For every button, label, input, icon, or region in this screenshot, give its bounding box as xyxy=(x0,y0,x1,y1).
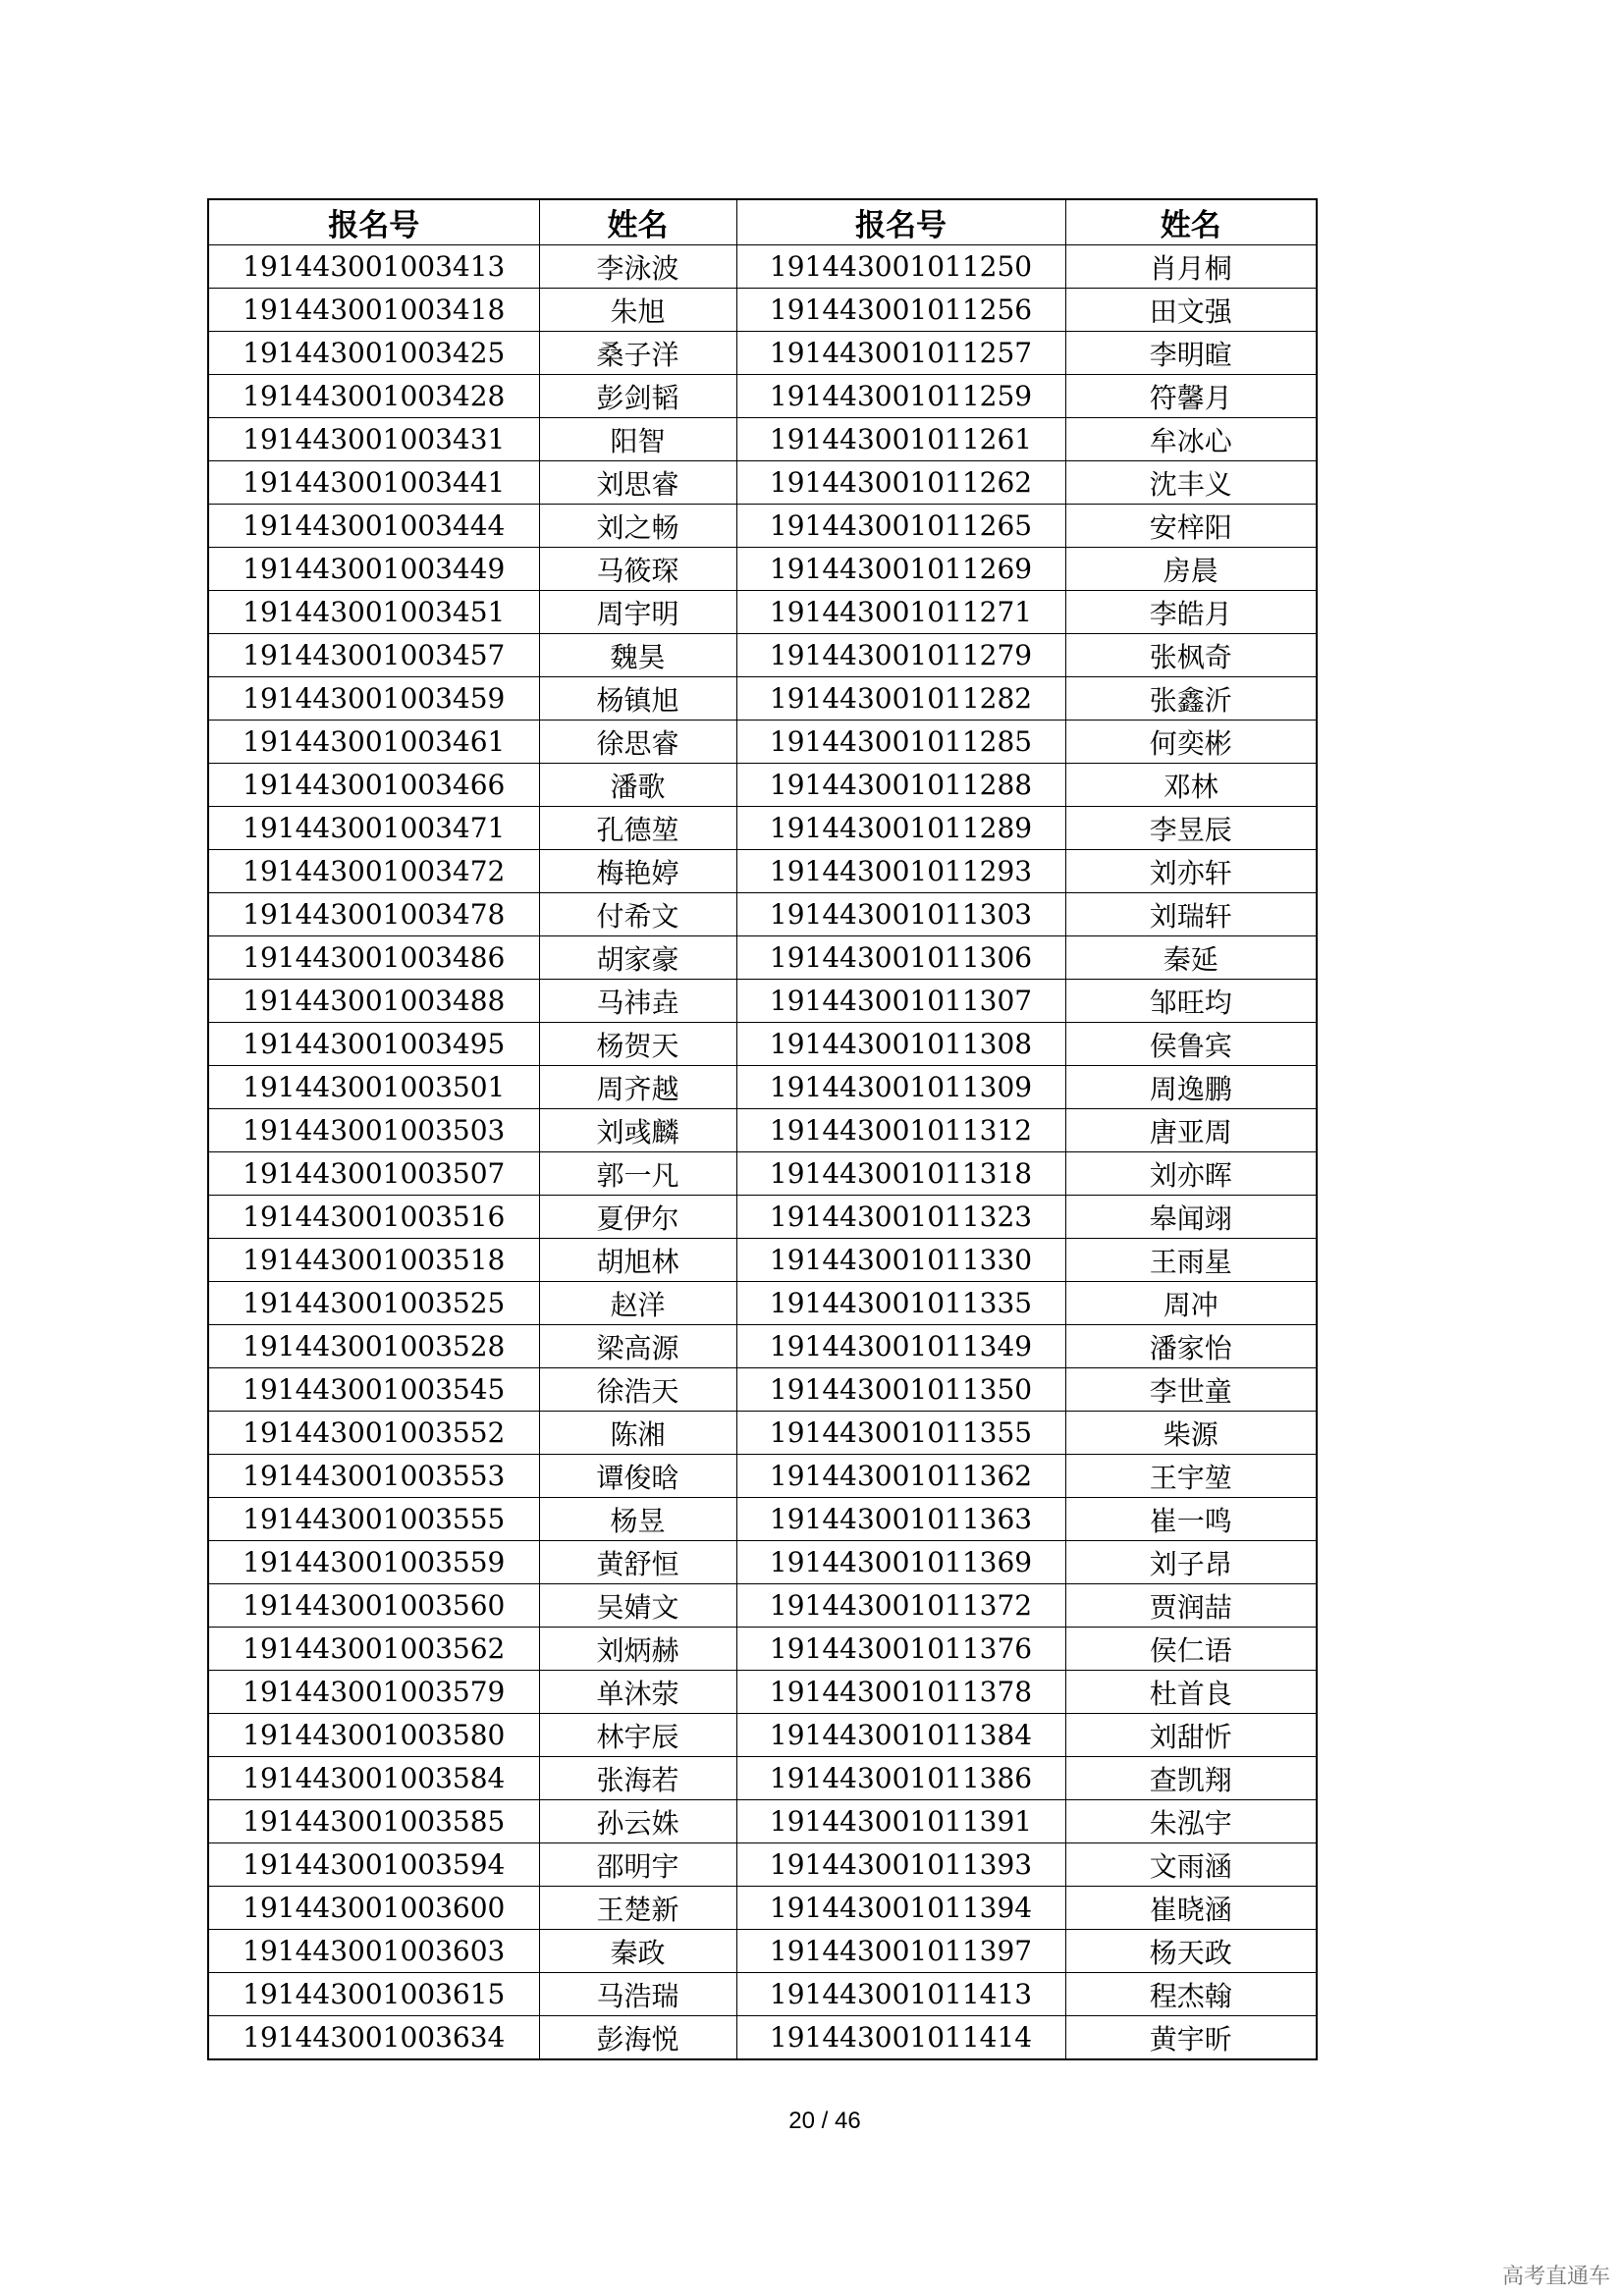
name-cell: 孙云姝 xyxy=(539,1800,736,1843)
registration-number-cell: 191443001003471 xyxy=(208,807,539,850)
table-row xyxy=(208,634,1317,677)
name-cell: 马浩瑞 xyxy=(539,1973,736,2016)
name-cell: 徐浩天 xyxy=(539,1368,736,1412)
applicant-table xyxy=(207,198,1318,2060)
name-cell: 黄宇昕 xyxy=(1065,2016,1317,2060)
registration-number-cell: 191443001003615 xyxy=(208,1973,539,2016)
registration-number-cell: 191443001011393 xyxy=(736,1843,1065,1887)
table-row xyxy=(208,893,1317,936)
registration-number-cell: 191443001011335 xyxy=(736,1282,1065,1325)
registration-number-cell: 191443001011397 xyxy=(736,1930,1065,1973)
name-cell: 梅艳婷 xyxy=(539,850,736,893)
name-cell: 桑子洋 xyxy=(539,332,736,375)
table-row xyxy=(208,807,1317,850)
table-row xyxy=(208,1714,1317,1757)
registration-number-cell: 191443001003478 xyxy=(208,893,539,936)
name-cell: 彭海悦 xyxy=(539,2016,736,2060)
registration-number-cell: 191443001011349 xyxy=(736,1325,1065,1368)
name-cell: 马筱琛 xyxy=(539,548,736,591)
name-cell: 刘思睿 xyxy=(539,461,736,505)
registration-number-cell: 191443001003472 xyxy=(208,850,539,893)
table-row xyxy=(208,1109,1317,1152)
registration-number-cell: 191443001003501 xyxy=(208,1066,539,1109)
table-row xyxy=(208,1412,1317,1455)
registration-number-cell: 191443001003441 xyxy=(208,461,539,505)
name-cell: 刘炳赫 xyxy=(539,1628,736,1671)
name-cell: 杜首良 xyxy=(1065,1671,1317,1714)
name-cell: 安梓阳 xyxy=(1065,505,1317,548)
registration-number-cell: 191443001003507 xyxy=(208,1152,539,1196)
name-cell: 王楚新 xyxy=(539,1887,736,1930)
header-name-2: 姓名 xyxy=(1065,199,1317,245)
table-row xyxy=(208,1584,1317,1628)
table-row xyxy=(208,375,1317,418)
table-row xyxy=(208,1930,1317,1973)
name-cell: 胡家豪 xyxy=(539,936,736,980)
name-cell: 黄舒恒 xyxy=(539,1541,736,1584)
name-cell: 梁高源 xyxy=(539,1325,736,1368)
name-cell: 崔晓涵 xyxy=(1065,1887,1317,1930)
table-row xyxy=(208,1455,1317,1498)
registration-number-cell: 191443001003451 xyxy=(208,591,539,634)
table-row xyxy=(208,980,1317,1023)
name-cell: 杨镇旭 xyxy=(539,677,736,721)
registration-number-cell: 191443001003585 xyxy=(208,1800,539,1843)
registration-number-cell: 191443001003428 xyxy=(208,375,539,418)
registration-number-cell: 191443001011282 xyxy=(736,677,1065,721)
registration-number-cell: 191443001011257 xyxy=(736,332,1065,375)
table-row xyxy=(208,591,1317,634)
registration-number-cell: 191443001011309 xyxy=(736,1066,1065,1109)
table-row xyxy=(208,1368,1317,1412)
header-registration-number-2: 报名号 xyxy=(736,199,1065,245)
registration-number-cell: 191443001011350 xyxy=(736,1368,1065,1412)
name-cell: 周宇明 xyxy=(539,591,736,634)
table-row xyxy=(208,505,1317,548)
name-cell: 周齐越 xyxy=(539,1066,736,1109)
table-row xyxy=(208,764,1317,807)
registration-number-cell: 191443001011303 xyxy=(736,893,1065,936)
name-cell: 朱旭 xyxy=(539,289,736,332)
registration-number-cell: 191443001003553 xyxy=(208,1455,539,1498)
table-row xyxy=(208,1671,1317,1714)
table-row xyxy=(208,1282,1317,1325)
name-cell: 崔一鸣 xyxy=(1065,1498,1317,1541)
name-cell: 陈湘 xyxy=(539,1412,736,1455)
name-cell: 阳智 xyxy=(539,418,736,461)
registration-number-cell: 191443001011279 xyxy=(736,634,1065,677)
table-row xyxy=(208,1541,1317,1584)
registration-number-cell: 191443001003562 xyxy=(208,1628,539,1671)
registration-number-cell: 191443001011289 xyxy=(736,807,1065,850)
name-cell: 周逸鹏 xyxy=(1065,1066,1317,1109)
table-row xyxy=(208,1196,1317,1239)
name-cell: 符馨月 xyxy=(1065,375,1317,418)
registration-number-cell: 191443001011259 xyxy=(736,375,1065,418)
registration-number-cell: 191443001003559 xyxy=(208,1541,539,1584)
name-cell: 李泳波 xyxy=(539,245,736,289)
name-cell: 秦延 xyxy=(1065,936,1317,980)
name-cell: 李明暄 xyxy=(1065,332,1317,375)
registration-number-cell: 191443001003600 xyxy=(208,1887,539,1930)
table-row xyxy=(208,1498,1317,1541)
name-cell: 刘子昂 xyxy=(1065,1541,1317,1584)
name-cell: 马祎垚 xyxy=(539,980,736,1023)
registration-number-cell: 191443001003425 xyxy=(208,332,539,375)
name-cell: 张海若 xyxy=(539,1757,736,1800)
registration-number-cell: 191443001011293 xyxy=(736,850,1065,893)
table-row xyxy=(208,1887,1317,1930)
table-row xyxy=(208,548,1317,591)
table-row xyxy=(208,289,1317,332)
header-registration-number-1: 报名号 xyxy=(208,199,539,245)
name-cell: 皋闻翊 xyxy=(1065,1196,1317,1239)
registration-number-cell: 191443001011261 xyxy=(736,418,1065,461)
name-cell: 查凯翔 xyxy=(1065,1757,1317,1800)
registration-number-cell: 191443001011355 xyxy=(736,1412,1065,1455)
name-cell: 单沐荥 xyxy=(539,1671,736,1714)
name-cell: 房晨 xyxy=(1065,548,1317,591)
table-row xyxy=(208,1152,1317,1196)
registration-number-cell: 191443001003486 xyxy=(208,936,539,980)
registration-number-cell: 191443001011414 xyxy=(736,2016,1065,2060)
registration-number-cell: 191443001003503 xyxy=(208,1109,539,1152)
registration-number-cell: 191443001003555 xyxy=(208,1498,539,1541)
registration-number-cell: 191443001011386 xyxy=(736,1757,1065,1800)
registration-number-cell: 191443001011369 xyxy=(736,1541,1065,1584)
name-cell: 杨昱 xyxy=(539,1498,736,1541)
name-cell: 唐亚周 xyxy=(1065,1109,1317,1152)
registration-number-cell: 191443001011269 xyxy=(736,548,1065,591)
registration-number-cell: 191443001011362 xyxy=(736,1455,1065,1498)
table-row xyxy=(208,1023,1317,1066)
registration-number-cell: 191443001011413 xyxy=(736,1973,1065,2016)
name-cell: 李世童 xyxy=(1065,1368,1317,1412)
table-row xyxy=(208,1843,1317,1887)
page-number: 20 / 46 xyxy=(788,2108,861,2134)
name-cell: 牟冰心 xyxy=(1065,418,1317,461)
name-cell: 张鑫沂 xyxy=(1065,677,1317,721)
registration-number-cell: 191443001003444 xyxy=(208,505,539,548)
registration-number-cell: 191443001011318 xyxy=(736,1152,1065,1196)
name-cell: 周冲 xyxy=(1065,1282,1317,1325)
registration-number-cell: 191443001003449 xyxy=(208,548,539,591)
registration-number-cell: 191443001011285 xyxy=(736,721,1065,764)
registration-number-cell: 191443001011306 xyxy=(736,936,1065,980)
name-cell: 邵明宇 xyxy=(539,1843,736,1887)
registration-number-cell: 191443001011378 xyxy=(736,1671,1065,1714)
name-cell: 赵洋 xyxy=(539,1282,736,1325)
header-name-1: 姓名 xyxy=(539,199,736,245)
name-cell: 程杰翰 xyxy=(1065,1973,1317,2016)
name-cell: 李皓月 xyxy=(1065,591,1317,634)
registration-number-cell: 191443001003518 xyxy=(208,1239,539,1282)
registration-number-cell: 191443001003466 xyxy=(208,764,539,807)
name-cell: 王宇堃 xyxy=(1065,1455,1317,1498)
name-cell: 文雨涵 xyxy=(1065,1843,1317,1887)
name-cell: 潘家怡 xyxy=(1065,1325,1317,1368)
table-row xyxy=(208,936,1317,980)
registration-number-cell: 191443001011312 xyxy=(736,1109,1065,1152)
registration-number-cell: 191443001011256 xyxy=(736,289,1065,332)
table-row xyxy=(208,418,1317,461)
name-cell: 刘瑞轩 xyxy=(1065,893,1317,936)
name-cell: 李昱辰 xyxy=(1065,807,1317,850)
table-row xyxy=(208,1239,1317,1282)
registration-number-cell: 191443001003560 xyxy=(208,1584,539,1628)
registration-number-cell: 191443001011265 xyxy=(736,505,1065,548)
registration-number-cell: 191443001003545 xyxy=(208,1368,539,1412)
registration-number-cell: 191443001003431 xyxy=(208,418,539,461)
registration-number-cell: 191443001003634 xyxy=(208,2016,539,2060)
name-cell: 侯鲁宾 xyxy=(1065,1023,1317,1066)
registration-number-cell: 191443001003516 xyxy=(208,1196,539,1239)
name-cell: 吴婧文 xyxy=(539,1584,736,1628)
name-cell: 魏昊 xyxy=(539,634,736,677)
registration-number-cell: 191443001003603 xyxy=(208,1930,539,1973)
table-row xyxy=(208,332,1317,375)
name-cell: 胡旭林 xyxy=(539,1239,736,1282)
name-cell: 王雨星 xyxy=(1065,1239,1317,1282)
header-row xyxy=(208,199,1317,245)
name-cell: 邓林 xyxy=(1065,764,1317,807)
name-cell: 肖月桐 xyxy=(1065,245,1317,289)
registration-number-cell: 191443001003580 xyxy=(208,1714,539,1757)
registration-number-cell: 191443001003459 xyxy=(208,677,539,721)
registration-number-cell: 191443001011323 xyxy=(736,1196,1065,1239)
registration-number-cell: 191443001011271 xyxy=(736,591,1065,634)
registration-number-cell: 191443001003594 xyxy=(208,1843,539,1887)
registration-number-cell: 191443001003525 xyxy=(208,1282,539,1325)
table-row xyxy=(208,677,1317,721)
name-cell: 杨天政 xyxy=(1065,1930,1317,1973)
name-cell: 徐思睿 xyxy=(539,721,736,764)
registration-number-cell: 191443001011372 xyxy=(736,1584,1065,1628)
name-cell: 贾润喆 xyxy=(1065,1584,1317,1628)
name-cell: 张枫奇 xyxy=(1065,634,1317,677)
name-cell: 彭剑韬 xyxy=(539,375,736,418)
registration-number-cell: 191443001011250 xyxy=(736,245,1065,289)
name-cell: 郭一凡 xyxy=(539,1152,736,1196)
name-cell: 杨贺天 xyxy=(539,1023,736,1066)
registration-number-cell: 191443001011363 xyxy=(736,1498,1065,1541)
name-cell: 刘亦轩 xyxy=(1065,850,1317,893)
watermark: 高考直通车 xyxy=(1501,2265,1610,2289)
name-cell: 沈丰义 xyxy=(1065,461,1317,505)
registration-number-cell: 191443001011307 xyxy=(736,980,1065,1023)
table-row xyxy=(208,461,1317,505)
registration-number-cell: 191443001011391 xyxy=(736,1800,1065,1843)
name-cell: 朱泓宇 xyxy=(1065,1800,1317,1843)
registration-number-cell: 191443001003528 xyxy=(208,1325,539,1368)
registration-number-cell: 191443001003579 xyxy=(208,1671,539,1714)
name-cell: 邹旺均 xyxy=(1065,980,1317,1023)
name-cell: 刘亦晖 xyxy=(1065,1152,1317,1196)
name-cell: 刘之畅 xyxy=(539,505,736,548)
registration-number-cell: 191443001003457 xyxy=(208,634,539,677)
table-row xyxy=(208,245,1317,289)
registration-number-cell: 191443001011288 xyxy=(736,764,1065,807)
table-row xyxy=(208,1628,1317,1671)
table-body xyxy=(208,245,1317,2060)
name-cell: 孔德堃 xyxy=(539,807,736,850)
name-cell: 潘歌 xyxy=(539,764,736,807)
registration-number-cell: 191443001003552 xyxy=(208,1412,539,1455)
registration-number-cell: 191443001003461 xyxy=(208,721,539,764)
name-cell: 侯仁语 xyxy=(1065,1628,1317,1671)
registration-number-cell: 191443001011262 xyxy=(736,461,1065,505)
registration-number-cell: 191443001011330 xyxy=(736,1239,1065,1282)
name-cell: 夏伊尔 xyxy=(539,1196,736,1239)
registration-number-cell: 191443001011394 xyxy=(736,1887,1065,1930)
name-cell: 付希文 xyxy=(539,893,736,936)
table-row xyxy=(208,2016,1317,2060)
table-header xyxy=(208,199,1317,245)
table-row xyxy=(208,1325,1317,1368)
registration-number-cell: 191443001003413 xyxy=(208,245,539,289)
table-row xyxy=(208,1800,1317,1843)
name-cell: 谭俊晗 xyxy=(539,1455,736,1498)
registration-number-cell: 191443001011308 xyxy=(736,1023,1065,1066)
registration-number-cell: 191443001003418 xyxy=(208,289,539,332)
registration-number-cell: 191443001011384 xyxy=(736,1714,1065,1757)
table-row xyxy=(208,721,1317,764)
table-row xyxy=(208,1757,1317,1800)
name-cell: 刘彧麟 xyxy=(539,1109,736,1152)
name-cell: 林宇辰 xyxy=(539,1714,736,1757)
registration-number-cell: 191443001003584 xyxy=(208,1757,539,1800)
registration-number-cell: 191443001003495 xyxy=(208,1023,539,1066)
name-cell: 刘甜忻 xyxy=(1065,1714,1317,1757)
table-row xyxy=(208,850,1317,893)
name-cell: 秦政 xyxy=(539,1930,736,1973)
registration-number-cell: 191443001011376 xyxy=(736,1628,1065,1671)
table-row xyxy=(208,1066,1317,1109)
table-row xyxy=(208,1973,1317,2016)
registration-number-cell: 191443001003488 xyxy=(208,980,539,1023)
name-cell: 何奕彬 xyxy=(1065,721,1317,764)
name-cell: 柴源 xyxy=(1065,1412,1317,1455)
name-cell: 田文强 xyxy=(1065,289,1317,332)
